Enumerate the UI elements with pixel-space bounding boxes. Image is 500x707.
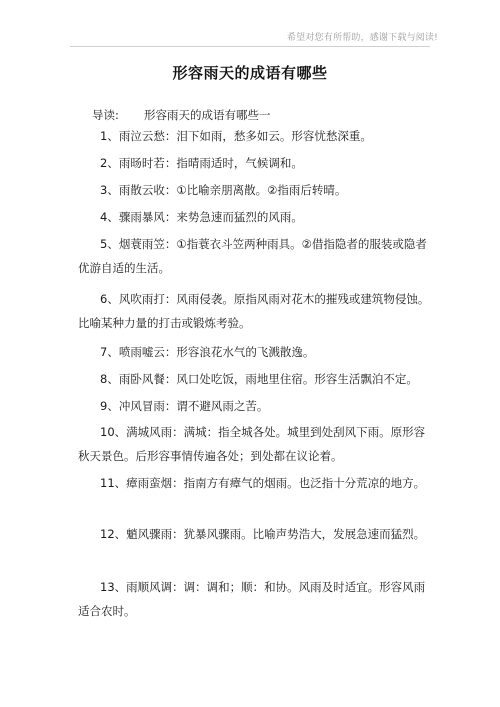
- idiom-item: 7、喷雨嘘云：形容浪花水气的飞溅散逸。: [100, 345, 315, 359]
- idiom-item: 12、魈风骤雨：犹暴风骤雨。比喻声势浩大，发展急速而猛烈。: [100, 527, 426, 541]
- idiom-item: 4、骤雨暴风：来势急速而猛烈的风雨。: [100, 210, 303, 224]
- idiom-item: 11、瘴雨蛮烟：指南方有瘴气的烟雨。也泛指十分荒凉的地方。: [100, 476, 426, 490]
- page-title: 形容雨天的成语有哪些: [172, 64, 328, 82]
- idiom-item: 6、风吹雨打：风雨侵袭。原指风雨对花木的摧残或建筑物侵蚀。比喻某种力量的打击或锻炼考验。: [78, 292, 430, 330]
- idiom-item: 10、满城风雨：满城：指全城各处。城里到处刮风下雨。原形容秋天景色。后形容事情传遍各处；到处都在议论着。: [78, 425, 426, 463]
- idiom-item: 9、冲风冒雨：谓不避风雨之苦。: [100, 399, 269, 413]
- header-note: 希望对您有所帮助，感谢下载与阅读!: [286, 33, 438, 43]
- idiom-item: 13、雨顺风调：调：调和；顺：和协。风雨及时适宜。形容风雨适合农时。: [78, 580, 426, 618]
- header-divider: [70, 46, 430, 47]
- lead-text: 形容雨天的成语有哪些一: [144, 108, 271, 122]
- lead-label: 导读:: [92, 108, 119, 122]
- lead-line: [92, 107, 271, 123]
- idiom-item: 5、烟蓑雨笠：①指蓑衣斗笠两种雨具。②借指隐者的服装或隐者优游自适的生活。: [78, 237, 427, 275]
- idiom-item: 2、雨旸时若：指晴雨适时，气候调和。: [100, 156, 303, 170]
- idiom-item: 8、雨卧风餐：风口处吃饭，雨地里住宿。形容生活飘泊不定。: [100, 372, 418, 386]
- idiom-item: 1、雨泣云愁：泪下如雨，愁多如云。形容忧愁深重。: [100, 129, 372, 143]
- idiom-item: 3、雨散云收：①比喻亲朋离散。②指雨后转晴。: [100, 183, 347, 197]
